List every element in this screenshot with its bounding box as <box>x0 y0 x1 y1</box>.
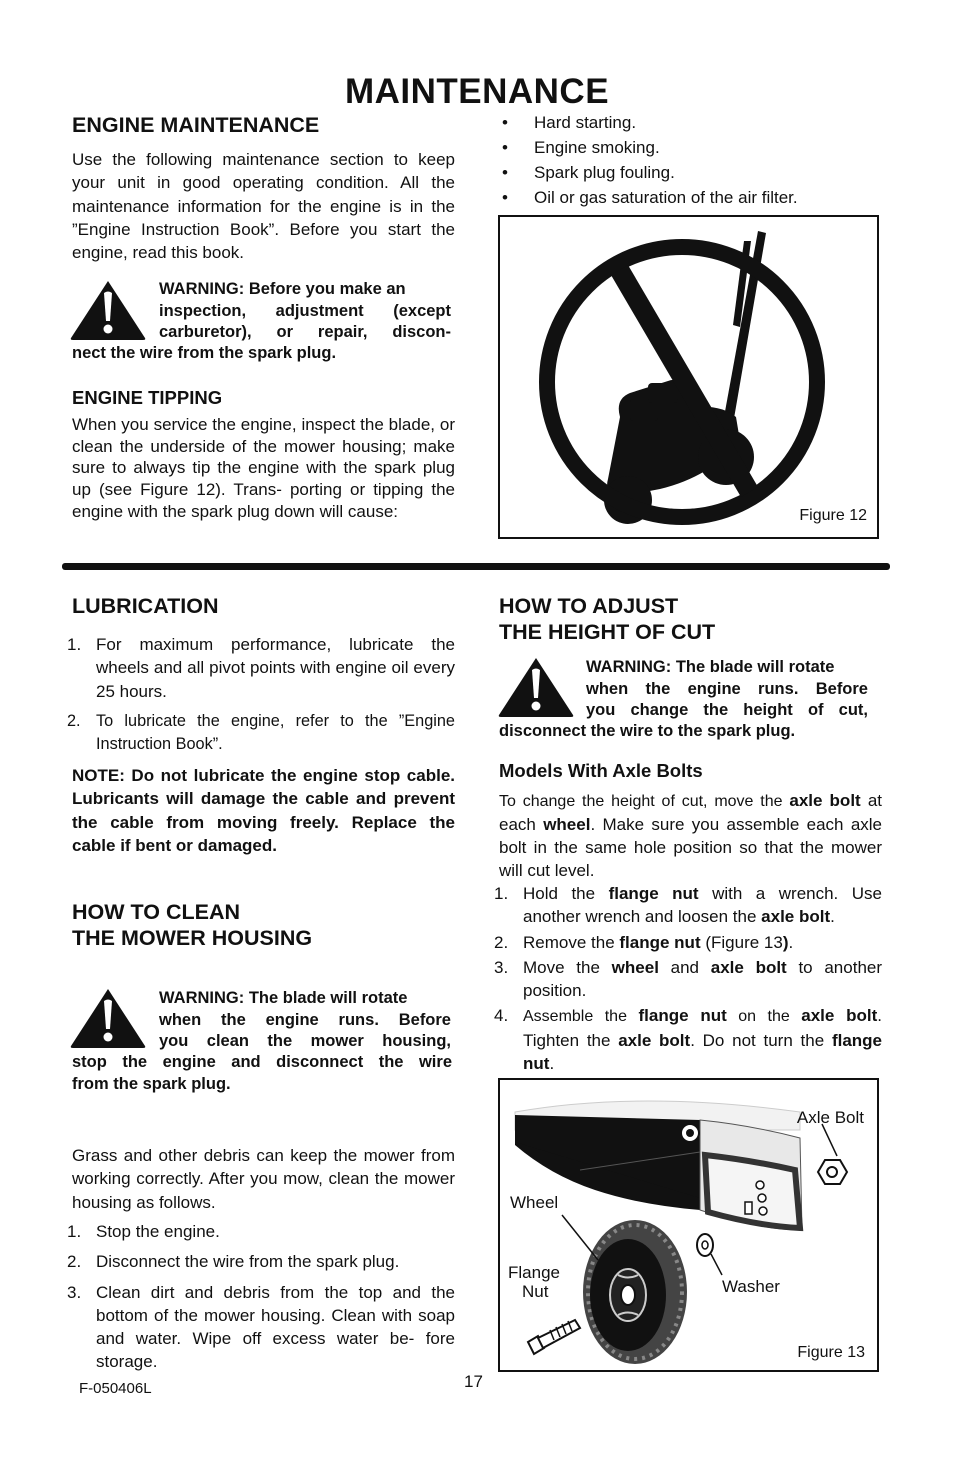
list-item <box>67 633 455 703</box>
height-warning-line2: when the engine runs. Before <box>586 680 868 698</box>
text-run: . Tighten the <box>523 1006 883 1050</box>
figure-13-caption: Figure 13 <box>797 1343 865 1361</box>
bold-run: wheel <box>611 957 659 977</box>
warning-icon <box>68 278 148 347</box>
step-number: 1. <box>67 1222 82 1241</box>
bullet-item: • Spark plug fouling. <box>500 160 880 185</box>
clean-intro: Grass and other debris can keep the mower from working correctly. After you mow, clean the mower housing as follows. <box>72 1146 455 1212</box>
bold-run: wheel <box>543 815 591 834</box>
text-run: . <box>788 932 794 952</box>
list-item <box>67 1281 455 1374</box>
lubrication-heading: LUBRICATION <box>72 594 219 618</box>
text-run: Assemble the <box>523 1008 639 1026</box>
step-number: 2. <box>494 932 509 952</box>
list-item <box>494 956 882 1003</box>
text-run: at each <box>499 791 883 834</box>
step-number: 1. <box>494 884 509 903</box>
text-run: . Do not turn the <box>690 1030 832 1050</box>
list-item <box>67 1220 455 1243</box>
list-item <box>494 1004 882 1075</box>
text-run: Move the <box>523 957 612 977</box>
height-heading-line1: HOW TO ADJUST <box>499 594 679 618</box>
engine-tipping-bullets <box>500 110 880 210</box>
bold-run: ) <box>782 932 789 952</box>
text-run: with a wrench. Use another wrench and loosen the <box>523 884 883 927</box>
step-number: 2. <box>67 711 81 730</box>
height-warning-line1: WARNING: The blade will rotate <box>586 658 835 676</box>
bullet-item: • Oil or gas saturation of the air filter. <box>500 185 880 210</box>
warning-icon <box>496 655 576 724</box>
flange-nut-label-line2: Nut <box>522 1282 549 1301</box>
step-text: To lubricate the engine, refer to the ”Engine Instruction Book”. <box>96 711 455 754</box>
list-item <box>67 1250 455 1273</box>
lubrication-note: NOTE: Do not lubricate the engine stop cable. Lubricants will damage the cable and prevent the cable from moving freely. Replace the cable if bent or damaged. <box>72 766 455 855</box>
flange-nut-label-line1: Flange <box>508 1263 560 1282</box>
step-text: Clean dirt and debris from the top and the bottom of the mower housing. Clean with soap and water. Wipe off excess water be- fore storage. <box>96 1282 455 1372</box>
bold-run: axle bolt <box>710 957 787 977</box>
step-number: 3. <box>67 1282 82 1302</box>
step-text: Stop the engine. <box>96 1222 220 1241</box>
figure-12-caption: Figure 12 <box>799 506 867 524</box>
warning-icon <box>68 986 148 1055</box>
clean-warning-line4: stop the engine and disconnect the wire <box>72 1053 452 1071</box>
engine-maintenance-intro: Use the following maintenance section to keep your unit in good operating condition. All the maintenance information for the engine is in the ”Engine Instruction Book”. Before you start the engine, read this book. <box>72 150 455 263</box>
text-run: Hold the <box>523 884 609 903</box>
clean-heading-line2: THE MOWER HOUSING <box>72 926 313 950</box>
text-run: to another position. <box>523 957 883 1001</box>
list-item <box>67 710 455 757</box>
height-heading-line2: THE HEIGHT OF CUT <box>499 620 716 644</box>
text-run: Remove the <box>523 932 620 952</box>
axle-bolt-label: Axle Bolt <box>796 1108 864 1127</box>
bold-run: flange nut <box>638 1006 727 1026</box>
clean-warning-line5: from the spark plug. <box>72 1075 231 1093</box>
text-run: on the <box>726 1008 802 1026</box>
text-run: and <box>658 957 711 977</box>
height-intro <box>499 789 882 882</box>
models-subheading: Models With Axle Bolts <box>499 760 703 781</box>
step-number: 1. <box>67 635 82 654</box>
text-run: (Figure 13 <box>700 932 783 952</box>
bold-run: flange nut <box>523 1030 882 1074</box>
washer-label: Washer <box>722 1277 780 1296</box>
list-item <box>494 931 882 954</box>
engine-maintenance-heading: ENGINE MAINTENANCE <box>72 113 320 137</box>
engine-warning-line2: inspection, adjustment (except <box>159 302 451 320</box>
clean-steps <box>67 1220 455 1374</box>
engine-tipping-heading: ENGINE TIPPING <box>72 387 223 408</box>
bold-run: axle bolt <box>761 907 831 927</box>
step-number: 3. <box>494 957 509 977</box>
prohibited-mower-tipping-icon <box>500 217 876 536</box>
figure-12 <box>498 215 879 539</box>
step-number: 2. <box>67 1252 82 1272</box>
doc-code: F-050406L <box>79 1380 152 1397</box>
engine-tipping-text: When you service the engine, inspect the blade, or clean the underside of the mower housing; make sure to always tip the engine with the spark plug up (see Figure 12). Trans- porting or tipping the engine with the spark plug down will cause: <box>72 415 455 521</box>
bold-run: flange nut <box>619 932 701 952</box>
figure-13 <box>498 1078 879 1372</box>
height-warning-line4: disconnect the wire to the spark plug. <box>499 722 796 740</box>
engine-warning-line3: carburetor), or repair, discon- <box>159 323 451 341</box>
bold-run: axle bolt <box>618 1030 691 1050</box>
text-run: . <box>830 907 835 927</box>
step-text: Disconnect the wire from the spark plug. <box>96 1252 400 1272</box>
list-item <box>494 882 882 929</box>
wheel-label: Wheel <box>510 1193 559 1212</box>
bullet-item: • Hard starting. <box>500 110 880 135</box>
bold-run: flange nut <box>608 884 699 903</box>
page-title: MAINTENANCE <box>344 72 610 111</box>
bullet-item: • Engine smoking. <box>500 135 880 160</box>
bold-run: axle bolt <box>789 791 861 810</box>
clean-heading-line1: HOW TO CLEAN <box>72 900 241 924</box>
height-warning-line3: you change the height of cut, <box>586 701 868 719</box>
section-divider <box>62 563 890 570</box>
step-number: 4. <box>494 1006 509 1026</box>
text-run: . Make sure you assemble each axle bolt in the same hole position so that the mower will cut level. <box>499 815 883 880</box>
bold-run: axle bolt <box>801 1006 878 1026</box>
clean-warning-line3: you clean the mower housing, <box>159 1032 451 1050</box>
text-run: To change the height of cut, move the <box>499 793 790 810</box>
step-text: For maximum performance, lubricate the wheels and all pivot points with engine oil every 25 hours. <box>96 635 455 701</box>
engine-warning-line4: nect the wire from the spark plug. <box>72 344 337 362</box>
height-steps <box>494 882 882 1075</box>
clean-warning-line1: WARNING: The blade will rotate <box>159 989 408 1007</box>
clean-warning-line2: when the engine runs. Before <box>159 1011 451 1029</box>
page-number: 17 <box>464 1372 483 1391</box>
text-run: . <box>549 1054 555 1074</box>
lubrication-steps <box>67 633 455 756</box>
engine-warning-line1: WARNING: Before you make an <box>159 280 406 298</box>
